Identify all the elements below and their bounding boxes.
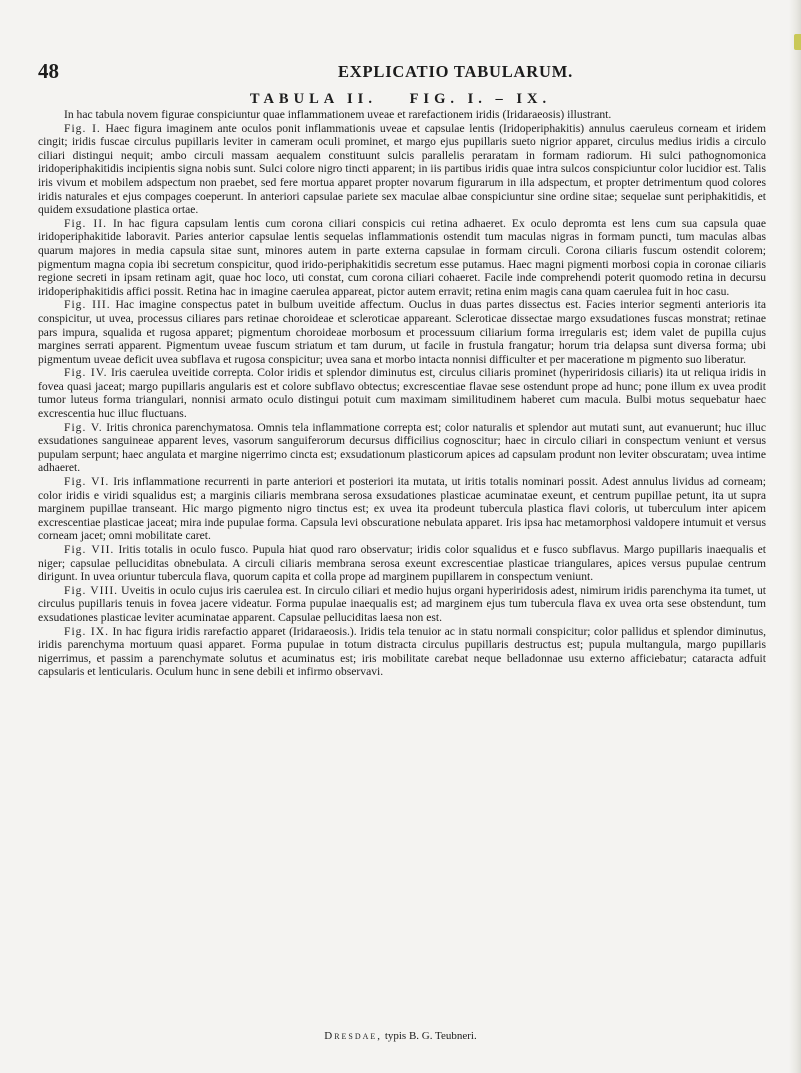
imprint-place: Dresdae, (324, 1030, 383, 1042)
running-title: EXPLICATIO TABULARUM. (338, 62, 573, 81)
intro-paragraph: In hac tabula novem figurae conspiciuntur quae inflammationem uveae et rarefactionem iridis (Iridaraeosis) illustrant. (64, 108, 612, 121)
fig-paragraph (38, 543, 766, 584)
imprint-printer: typis B. G. Teubneri. (384, 1030, 477, 1042)
fig-label: Fig. V. (64, 420, 103, 434)
fig-label: Fig. VII. (64, 543, 115, 556)
fig-label: Fig. III. (64, 298, 111, 312)
fig-paragraph (38, 421, 766, 475)
fig-text: Iritis totalis in oculo fusco. Pupula hiat quod raro observatur; iridis color squalidus et e fusco subflavus. Margo pupillaris inaequalis et niger; capsulae pelluciditas obnebulata. A circuli ciliaris membrana serosa exeunt excrescentiae plasticae triangulares, apices versus pupulae centrum dirigunt. In uvea oriuntur tubercula flava, quorum capita et colla prope ad marginem pupillarem in conspectum veniunt. (38, 543, 766, 584)
running-head (38, 60, 760, 82)
fig-paragraph (38, 122, 766, 217)
fig-text: Iris inflammatione recurrenti in parte anteriori et posteriori ita mutata, ut iritis totalis nominari possit. Adest annulus lividus ad corneam; color iridis e viridi squalidus est; a marginis ciliaris membrana serosa exsudationes plasticae acuminatae exeunt, et centrum pupillae petunt, ita ut supra marginem pupillae transeant. Hic margo pigmento nigro tinctus est; ex uvea ita prodeunt tubercula plastica flavi coloris, ut tuberculum inter apicem excrescentiae plasticae jaceat; mira inde pupulae forma. Capsula levi obscuratione nebulata apparet. Iris ipsa hac metamorphosi valdopere intumuit et versus corneam jacet; omni mobilitate caret. (38, 475, 767, 543)
fig-text: Uveitis in oculo cujus iris caerulea est. In circulo ciliari et medio hujus organi hyperiridosis adest, nimirum iridis parenchyma ita tumet, ut circulus pupillaris tenuis in fovea jacere videatur. Forma pupulae inaequalis est; ad marginem ejus tum tubercula flava ex uvea orta sese obstendunt, tum exsudationes plasticae leviter acuminatae apparent. Capsulae pelluciditas laesa non est. (38, 583, 766, 624)
fig-paragraph (38, 217, 766, 299)
plate-tabula: TABULA II. (249, 91, 377, 107)
edge-marker (794, 34, 801, 50)
fig-text: Iritis chronica parenchymatosa. Omnis tela inflammatione correpta est; color naturalis et splendor aut mutati sunt, aut evanuerunt; huc illuc exsudationes sanguineae apparent leves, vasorum sanguiferorum decursus difficilius cognoscitur; haec in circulo ciliari in conspectum veniunt et versus pupulam serpunt; haec angulata et margine nigerrimo cincta est; exsudationum plasticorum apices ad capsulam produnt non leviter obscuratam; uvea intime adhaeret. (38, 420, 766, 475)
plate-figures: FIG. I. – IX. (409, 91, 552, 107)
fig-text: Iris caerulea uveitide correpta. Color iridis et splendor diminutus est, circulus ciliaris prominet (hyperiridosis ciliaris) ita ut reliqua iridis in fovea quasi jaceat; margo pupillaris angularis est et colore subflavo obtectus; excrescentiae flavae sese ostendunt prope ad hunc; pone illum ex uvea prodit tumor luteus forma triangulari, nonnisi armato oculo distingui potuit cum maximam similitudinem haberet cum macula. Bulbi motus sequebatur haec excrescentia huc illuc fluctuans. (38, 366, 766, 421)
fig-label: Fig. VIII. (64, 583, 119, 597)
fig-label: Fig. IX. (64, 624, 109, 638)
plate-heading (0, 91, 801, 108)
fig-paragraph (38, 298, 766, 366)
fig-label: Fig. II. (64, 216, 107, 230)
fig-label: Fig. I. (64, 121, 101, 135)
fig-text: Hac imagine conspectus patet in bulbum uveitide affectum. Ouclus in duas partes dissectus est. Facies interior segmenti anterioris ita conspicitur, ut uvea, processus ciliares pars retinae choroideae et scleroticae appareant. Scleroticae dissectae margo exsudationes fuscas monstrat; retinae pars impura, squalida et rugosa apparet; pigmentum choroideae morbosum et processuum ciliarium forma irregularis est; idem valet de pupilla cujus margines serrati apparent. Pigmentum uveae fuscum striatum et tam durum, ut facile in frustula frangatur; horum tria delapsa sunt diversa forma; ubi pigmentum uveae deficit uvea subflava et rugosa conspicitur; uvea sana et morbo intacta nonnisi difficulter et per maceratione m pigmento suo liberatur. (38, 298, 767, 366)
fig-label: Fig. IV. (64, 366, 108, 380)
fig-paragraph (38, 366, 766, 420)
page-number: 48 (38, 59, 59, 83)
fig-paragraph (38, 475, 766, 543)
fig-label: Fig. VI. (64, 475, 110, 489)
fig-text: In hac figura capsulam lentis cum corona ciliari conspicis cui retina adhaeret. Ex oculo depromta est lens cum sua capsula quae iridoperiphakitide laboravit. Paries anterior capsulae lentis sequelas inflammationis ostendit tum maculas nigras in formam puncti, tum maculas albas quarum majores in media capsula sitae sunt, minores autem in parte externa capsulae in formam circuli. Corona ciliaris fuscum ostendit colorem; pigmentum magna copia ibi secretum conspicitur, quod irido-periphakitidis secretum esse putamus. Haec magni pigmenti morbosi copia in coronae ciliaris regione secreti in ipsam retinam agit, quae hoc loco, uti constat, cum corona ciliari cohaeret. Facile inde comprehendi poterit quomodo retina in decursu iridoperiphakitidis affici possit. Retina hac in imagine caerulea appareat, pictor autem erravit; retina enim magis cana quam caerulea fuit in hoc casu. (38, 216, 766, 298)
fig-paragraph (38, 625, 766, 679)
page-edge (789, 0, 801, 1073)
text-block (38, 108, 766, 679)
fig-paragraph (38, 584, 766, 625)
imprint (0, 1030, 801, 1042)
fig-text: In hac figura iridis rarefactio apparet (Iridaraeosis.). Iridis tela tenuior ac in statu normali conspicitur; color pallidus et splendor diminutus, iridis parenchyma mortuum quasi apparet. Forma pupulae in totum distracta circulus pupillaris destructus est; pupula multangula, margo pupillaris nigerrimus, et passim a parenchymate solutus et acuminatus est; iris mobilitate carebat neque belladonnae usu externo afficiebatur; cataracta adfuit capsularis et lenticularis. Oculum hunc in sene debili et infirmo observavi. (38, 624, 767, 679)
fig-text: Haec figura imaginem ante oculos ponit inflammationis uveae et capsulae lentis (Iridoperiphakitis) annulus caeruleus corneam et iridem cingit; iridis fuscae circulus pupillaris leviter in cameram oculi prominet, et margo ejus pupillaris sueto nigrior apparet, circulus medius iridis a circulo ciliari distingui nequit; ambo circuli massam aequalem constituunt sulcis parallelis peraratam in formam radiorum. Hi sulci pathognomonica iridoperiphakitidis incipientis signa nobis sunt. Sulci colore nigro tincti apparent; in iis partibus iridis quae intra sulcos conspiciuntur color lucidior est. Talis iris vivum et mobilem adspectum non praebet, sed fere mortua apparet propter novarum figurarum in illa adspectum, et propter detrimentum quod colores iridis naturales et ejus compages coeperunt. In anteriori capsulae pariete sex maculae albae conspiciuntur sine ordine sitae; sequelae sunt periphakitidis, et quidem exsudatione plastica ortae. (38, 121, 766, 217)
